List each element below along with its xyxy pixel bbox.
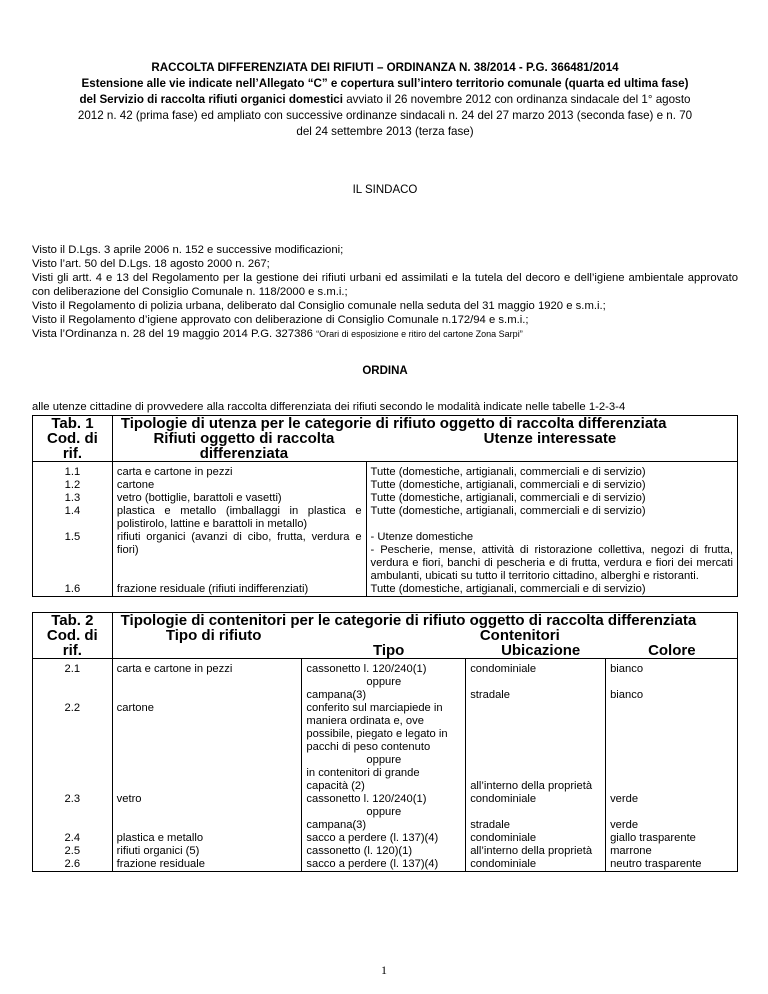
table2-title: Tipologie di contenitori per le categorie di rifiuto oggetto di raccolta differenziata bbox=[120, 612, 697, 629]
table1-col-rifiuti: Rifiuti oggetto di raccolta differenziata bbox=[153, 430, 335, 462]
tipo-option: cassonetto l. 120/240(1) bbox=[306, 663, 427, 675]
visto-item bbox=[32, 327, 738, 341]
utenze-domestiche: - Utenze domestiche bbox=[370, 531, 474, 543]
row-code: 2.4 bbox=[33, 832, 113, 845]
table-row bbox=[33, 858, 738, 872]
table2-subheader-2 bbox=[121, 643, 733, 658]
table2-subheader-1 bbox=[121, 628, 733, 643]
row-rifiuto: carta e cartone in pezzi bbox=[112, 659, 302, 703]
row-rifiuto: vetro (bottiglie, barattoli e vasetti) bbox=[112, 492, 366, 505]
tipo-option: in contenitori di grande capacità (2) bbox=[306, 767, 420, 792]
row-tipo bbox=[302, 793, 466, 832]
row-colore bbox=[606, 793, 738, 832]
visto-item: Visto l’art. 50 del D.Lgs. 18 agosto 2000 n. 267; bbox=[32, 258, 270, 270]
visto-last: Vista l’Ordinanza n. 28 del 19 maggio 2014 P.G. 327386 bbox=[32, 328, 313, 340]
table1-col-utenze: Utenze interessate bbox=[483, 430, 617, 447]
visto-item: Visti gli artt. 4 e 13 del Regolamento per la gestione dei rifiuti urbani ed assimilati e la tutela del decoro e dell’igiene ambientale approvato con deliberazione del Consiglio Comunale n. 118/2000 e s.m.i.; bbox=[32, 272, 738, 298]
table2-spacer bbox=[121, 643, 307, 658]
row-rifiuto: plastica e metallo bbox=[112, 832, 302, 845]
table2-col-tipo-rifiuto: Tipo di rifiuto bbox=[165, 627, 262, 644]
row-colore: giallo trasparente bbox=[606, 832, 738, 845]
row-ubicazione: condominiale bbox=[466, 858, 606, 872]
row-code: 1.2 bbox=[33, 479, 113, 492]
colore-option: bianco bbox=[610, 663, 644, 675]
row-rifiuto: carta e cartone in pezzi bbox=[112, 462, 366, 480]
row-rifiuto: cartone bbox=[112, 479, 366, 492]
header-line-5: del 24 settembre 2013 (terza fase) bbox=[296, 125, 474, 138]
row-colore bbox=[606, 659, 738, 703]
oppure-text: oppure bbox=[366, 754, 402, 766]
ubicazione-option: stradale bbox=[470, 819, 511, 831]
row-code: 1.6 bbox=[33, 583, 113, 597]
table2-col-contenitori: Contenitori bbox=[479, 627, 560, 644]
row-rifiuto: rifiuti organici (avanzi di cibo, frutta, verdura e fiori) bbox=[112, 531, 366, 583]
row-utenze: Tutte (domestiche, artigianali, commerciali e di servizio) bbox=[366, 505, 737, 531]
header-line-2: Estensione alle vie indicate nell’Allegato “C” e copertura sull’intero territorio comunale (quarta ed ultima fase) bbox=[81, 77, 689, 90]
row-code: 1.1 bbox=[33, 462, 113, 480]
table1-header bbox=[112, 416, 737, 462]
row-rifiuto: plastica e metallo (imballaggi in plastica e polistirolo, lattine e barattoli in metallo) bbox=[112, 505, 366, 531]
header-line-3-rest: avviato il 26 novembre 2012 con ordinanza sindacale del 1° agosto bbox=[342, 93, 691, 106]
table2-col-tipo: Tipo bbox=[372, 642, 405, 659]
header-line-3 bbox=[32, 92, 738, 108]
row-ubicazione: condominiale bbox=[466, 832, 606, 845]
table-row bbox=[33, 659, 738, 703]
tipo-option: cassonetto l. 120/240(1) bbox=[306, 793, 427, 805]
row-utenze: Tutte (domestiche, artigianali, commerciali e di servizio) bbox=[366, 583, 737, 597]
row-ubicazione: all’interno della proprietà bbox=[466, 845, 606, 858]
row-code: 1.3 bbox=[33, 492, 113, 505]
row-code: 2.1 bbox=[33, 659, 113, 703]
row-rifiuto: frazione residuale (rifiuti indifferenziati) bbox=[112, 583, 366, 597]
visto-item: Visto il Regolamento d’igiene approvato con deliberazione di Consiglio Comunale n.172/94 e s.m.i.; bbox=[32, 314, 529, 326]
visto-last-title: “Orari di esposizione e ritiro del cartone Zona Sarpi” bbox=[316, 329, 523, 339]
row-rifiuto: rifiuti organici (5) bbox=[112, 845, 302, 858]
visto-item: Visto il D.Lgs. 3 aprile 2006 n. 152 e successive modificazioni; bbox=[32, 244, 344, 256]
row-colore: marrone bbox=[606, 845, 738, 858]
table1-title: Tipologie di utenza per le categorie di rifiuto oggetto di raccolta differenziata bbox=[120, 415, 667, 432]
ordina-heading: ORDINA bbox=[362, 365, 408, 377]
row-rifiuto: vetro bbox=[112, 793, 302, 832]
table-row bbox=[33, 479, 738, 492]
table1-tab: Tab. 1 bbox=[51, 415, 94, 432]
visti-section bbox=[32, 243, 738, 341]
row-utenze bbox=[366, 531, 737, 583]
row-tipo: sacco a perdere (l. 137)(4) bbox=[302, 832, 466, 845]
row-code: 2.6 bbox=[33, 858, 113, 872]
oppure-text: oppure bbox=[366, 806, 402, 818]
header-line-1: RACCOLTA DIFFERENZIATA DEI RIFIUTI – ORDINANZA N. 38/2014 - P.G. 366481/2014 bbox=[151, 61, 619, 74]
row-rifiuto: cartone bbox=[112, 702, 302, 793]
row-tipo bbox=[302, 659, 466, 703]
document-page bbox=[32, 60, 738, 872]
table-row bbox=[33, 845, 738, 858]
ubicazione-option: all’interno della proprietà bbox=[470, 780, 593, 792]
utenze-commerciali: - Pescherie, mense, attività di ristorazione collettiva, negozi di frutta, verdura e fiori, banchi di pescheria e di frutta, verdura e fiori dei mercati ambulanti, ubicati su tutto il territorio cittadino, alberghi e ristoranti. bbox=[370, 544, 733, 582]
row-code: 2.5 bbox=[33, 845, 113, 858]
visto-item: Visto il Regolamento di polizia urbana, deliberato dal Consiglio comunale nella seduta del 31 maggio 1920 e s.m.i.; bbox=[32, 300, 606, 312]
table2-tab: Tab. 2 bbox=[51, 612, 94, 629]
row-tipo bbox=[302, 702, 466, 793]
colore-option: verde bbox=[610, 819, 639, 831]
table-1 bbox=[32, 415, 738, 597]
table-row bbox=[33, 583, 738, 597]
table2-col-code: Cod. di rif. bbox=[46, 627, 98, 659]
ubicazione-option: stradale bbox=[470, 689, 511, 701]
row-utenze: Tutte (domestiche, artigianali, commerciali e di servizio) bbox=[366, 492, 737, 505]
table1-subheader bbox=[121, 431, 733, 461]
intro-text: alle utenze cittadine di provvedere alla raccolta differenziata dei rifiuti secondo le modalità indicate nelle tabelle 1-2-3-4 bbox=[32, 401, 626, 413]
table2-tab-label bbox=[33, 613, 113, 659]
row-ubicazione bbox=[466, 793, 606, 832]
table-2 bbox=[32, 612, 738, 872]
row-code: 2.3 bbox=[33, 793, 113, 832]
tipo-option: campana(3) bbox=[306, 689, 367, 701]
row-code: 2.2 bbox=[33, 702, 113, 793]
page-number: 1 bbox=[381, 963, 387, 977]
table2-header bbox=[112, 613, 737, 659]
ubicazione-option: condominiale bbox=[470, 663, 537, 675]
table-row bbox=[33, 793, 738, 832]
table2-col-ubicazione: Ubicazione bbox=[501, 642, 581, 659]
tipo-option: campana(3) bbox=[306, 819, 367, 831]
table1-col-code: Cod. di rif. bbox=[47, 430, 98, 462]
header-line-4: 2012 n. 42 (prima fase) ed ampliato con successive ordinanze sindacali n. 24 del 27 marzo 2013 (seconda fase) e n. 70 bbox=[77, 109, 693, 122]
table-row bbox=[33, 505, 738, 531]
table1-tab-label bbox=[33, 416, 113, 462]
table-row bbox=[33, 492, 738, 505]
row-ubicazione bbox=[466, 659, 606, 703]
oppure-text: oppure bbox=[366, 676, 402, 688]
row-tipo: cassonetto (l. 120)(1) bbox=[302, 845, 466, 858]
ordinance-header bbox=[32, 60, 738, 140]
table-row bbox=[33, 531, 738, 583]
table-row bbox=[33, 702, 738, 793]
colore-option: verde bbox=[610, 793, 639, 805]
row-code: 1.4 bbox=[33, 505, 113, 531]
row-utenze: Tutte (domestiche, artigianali, commerciali e di servizio) bbox=[366, 462, 737, 480]
row-rifiuto: frazione residuale bbox=[112, 858, 302, 872]
table2-col-colore: Colore bbox=[648, 642, 696, 659]
table-row bbox=[33, 462, 738, 480]
row-code: 1.5 bbox=[33, 531, 113, 583]
table-row bbox=[33, 832, 738, 845]
header-line-3-bold: del Servizio di raccolta rifiuti organici domestici bbox=[79, 93, 343, 106]
row-colore: neutro trasparente bbox=[606, 858, 738, 872]
row-colore bbox=[606, 702, 738, 793]
tipo-option: conferito sul marciapiede in maniera ordinata e, ove possibile, piegato e legato in pacchi di peso contenuto bbox=[306, 702, 448, 753]
colore-option: bianco bbox=[610, 689, 644, 701]
row-utenze: Tutte (domestiche, artigianali, commerciali e di servizio) bbox=[366, 479, 737, 492]
il-sindaco-heading: IL SINDACO bbox=[352, 184, 418, 196]
ubicazione-option: condominiale bbox=[470, 793, 537, 805]
row-tipo: sacco a perdere (l. 137)(4) bbox=[302, 858, 466, 872]
row-ubicazione bbox=[466, 702, 606, 793]
